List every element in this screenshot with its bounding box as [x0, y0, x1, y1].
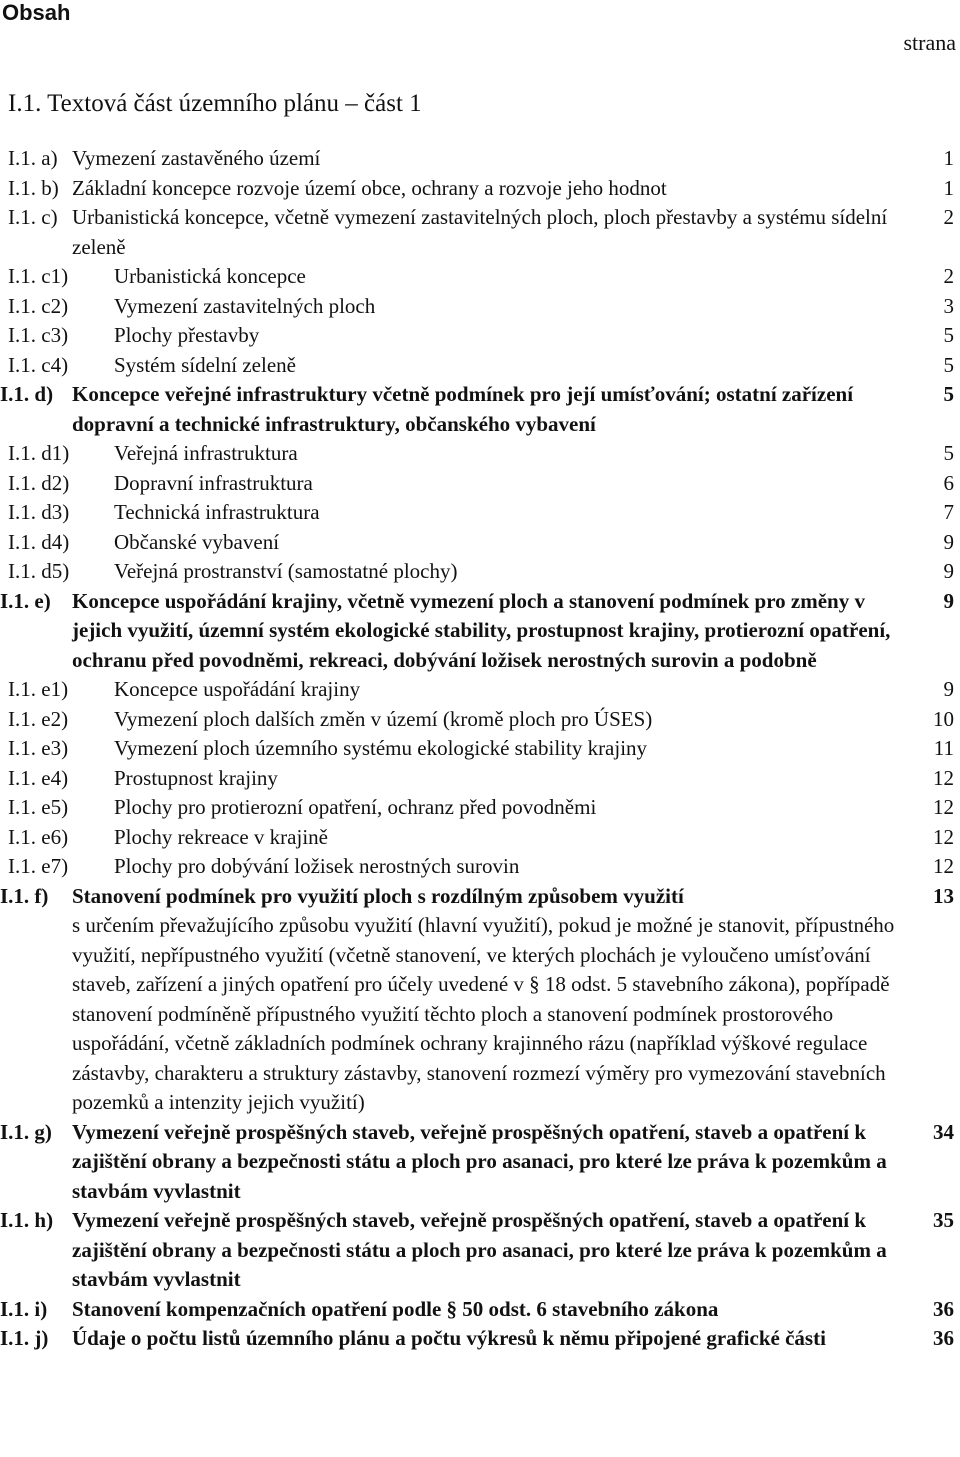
toc-entry-title: Vymezení ploch územního systému ekologické stability krajiny	[114, 736, 648, 760]
toc-entry-title: Veřejná infrastruktura	[114, 441, 298, 465]
toc-entry-page: 36	[933, 1296, 954, 1321]
toc-entry-page: 2	[943, 264, 954, 288]
toc-entry-number: I.1. e5)	[8, 795, 69, 819]
toc-entry-number: I.1. f)	[0, 883, 49, 908]
toc-entry-title: Vymezení veřejně prospěšných staveb, veřejně prospěšných opatření, staveb a opatření k zajištění obrany a bezpečnosti státu a ploch pro asanaci, pro které lze práva k pozemkům a stavbám vyvlastnit	[72, 1208, 887, 1291]
toc-entry-number: I.1. e1)	[8, 677, 69, 701]
toc-entry-number: I.1. g)	[0, 1119, 52, 1144]
toc-entry[interactable]	[0, 557, 960, 587]
toc-entry[interactable]	[0, 321, 960, 351]
toc-entry-number: I.1. d2)	[8, 470, 70, 495]
toc-entry[interactable]	[0, 144, 960, 174]
toc-entry-title: Plochy pro protierozní opatření, ochranz před povodněmi	[114, 795, 597, 819]
toc-entry-title: Veřejná prostranství (samostatné plochy)	[114, 559, 458, 583]
toc-entry-page: 5	[943, 323, 954, 347]
toc-entry[interactable]	[0, 528, 960, 558]
toc-entry-page: 1	[943, 146, 954, 170]
toc-entry-title: Základní koncepce rozvoje území obce, ochrany a rozvoje jeho hodnot	[72, 175, 667, 200]
toc-entry-page: 12	[933, 824, 954, 849]
toc-entry-title: Vymezení zastavěného území	[72, 146, 321, 170]
toc-entry[interactable]	[0, 734, 960, 764]
part-title: I.1. Textová část územního plánu – část 1	[8, 90, 422, 117]
toc-entry-page: 9	[943, 677, 954, 701]
toc-entry-page: 10	[933, 706, 954, 731]
toc-entry-page: 35	[933, 1208, 954, 1232]
toc-entry-title: Vymezení veřejně prospěšných staveb, veřejně prospěšných opatření, staveb a opatření k zajištění obrany a bezpečnosti státu a ploch pro asanaci, pro které lze práva k pozemkům a stavbám vyvlastnit	[72, 1119, 887, 1203]
toc-entry-number: I.1. i)	[0, 1296, 48, 1321]
toc-entry-number: I.1. e4)	[8, 765, 69, 790]
toc-entry-number: I.1. b)	[8, 175, 59, 200]
toc-entry-number: I.1. e7)	[8, 854, 69, 878]
toc-entry-number: I.1. c4)	[8, 352, 69, 377]
toc-entry[interactable]	[0, 705, 960, 735]
toc-entry-title: Údaje o počtu listů územního plánu a počtu výkresů k němu připojené grafické části	[72, 1326, 826, 1350]
toc-entry[interactable]	[0, 1206, 960, 1295]
toc-entry-number: I.1. d5)	[8, 559, 70, 583]
toc-entry[interactable]	[0, 823, 960, 853]
toc-entry[interactable]	[0, 1324, 960, 1354]
toc-entry-number: I.1. e3)	[8, 736, 69, 760]
toc-entry-title: Systém sídelní zeleně	[114, 352, 296, 377]
toc-entry-title: Plochy pro dobývání ložisek nerostných surovin	[114, 854, 520, 878]
toc-entry-number: I.1. d)	[0, 382, 54, 406]
toc-entry-page: 9	[943, 559, 954, 583]
toc-entry-title: Stanovení kompenzačních opatření podle § 50 odst. 6 stavebního zákona	[72, 1296, 719, 1321]
toc-entry-number: I.1. a)	[8, 146, 58, 170]
toc-entry-title: Vymezení ploch dalších změn v území (kromě ploch pro ÚSES)	[114, 706, 653, 731]
toc-entry-number: I.1. e6)	[8, 824, 69, 849]
toc-entry[interactable]	[0, 793, 960, 823]
toc-entry-title: Koncepce veřejné infrastruktury včetně podmínek pro její umísťování; ostatní zařízení dopravní a technické infrastruktury, občanského vybavení	[72, 382, 854, 436]
toc-entry-number: I.1. c2)	[8, 293, 69, 318]
toc-entry-page: 12	[933, 765, 954, 790]
toc-entry-page: 5	[943, 382, 954, 406]
toc-entry-page: 5	[943, 441, 954, 465]
toc-entry-page: 1	[943, 175, 954, 200]
toc-entry-title: Vymezení zastavitelných ploch	[114, 293, 376, 318]
toc-entry-page: 2	[943, 205, 954, 229]
toc-entry-title: Prostupnost krajiny	[114, 765, 278, 790]
toc-entry[interactable]	[0, 351, 960, 381]
toc-entry-title: Urbanistická koncepce	[114, 264, 306, 288]
toc-entry-number: I.1. e2)	[8, 706, 69, 731]
toc-entry-title: Dopravní infrastruktura	[114, 470, 313, 495]
toc-entry-number: I.1. d4)	[8, 529, 70, 554]
toc-entry-page: 7	[943, 500, 954, 524]
toc-entry-title: Občanské vybavení	[114, 529, 280, 554]
table-of-contents	[0, 144, 960, 1354]
toc-entry-title: Koncepce uspořádání krajiny, včetně vymezení ploch a stanovení podmínek pro změny v jejich využití, územní systém ekologické stability, prostupnost krajiny, protierozní opatření, ochranu před povodněmi, rekreaci, dobývání ložisek nerostných surovin a podobně	[72, 588, 891, 672]
toc-entry-number: I.1. d1)	[8, 441, 70, 465]
toc-entry-page: 9	[943, 529, 954, 554]
toc-entry-number: I.1. d3)	[8, 500, 70, 524]
toc-entry-continuation: s určením převažujícího způsobu využití (hlavní využití), pokud je možné je stanovit, přípustného využití, nepřípustného využití (včetně stanovení, ve kterých plochách je vyloučeno umísťování staveb, zařízení a jiných opatření pro účely uvedené v § 18 odst. 5 stavebního zákona), popřípadě stanovení podmíněně přípustného využití těchto ploch a stanovení podmínek prostorového uspořádání, včetně základních podmínek ochrany krajinného rázu (například výškové regulace zástavby, charakteru a struktury zástavby, stanovení rozmezí výměry pro vymezování stavebních pozemků a intenzity jejich využití)	[72, 913, 895, 1114]
toc-entry-page: 5	[943, 352, 954, 377]
toc-entry-page: 12	[933, 795, 954, 819]
toc-entry[interactable]	[0, 852, 960, 882]
toc-entry-page: 13	[933, 883, 954, 908]
toc-entry-title: Stanovení podmínek pro využití ploch s rozdílným způsobem využití s určením převažujícího způsobu využití (hlavní využití), pokud je možné je stanovit, přípustného využití, nepřípustného využití (včetně stanovení, ve kterých plochách je vyloučeno umísťování staveb, zařízení a jiných opatření pro účely uvedené v § 18 odst. 5 stavebního zákona), popřípadě stanovení podmíněně přípustného využití těchto ploch a stanovení podmínek prostorového uspořádání, včetně základních podmínek ochrany krajinného rázu (například výškové regulace zástavby, charakteru a struktury zástavby, stanovení rozmezí výměry pro vymezování stavebních pozemků a intenzity jejich využití)	[72, 882, 908, 1118]
toc-entry[interactable]	[0, 764, 960, 794]
toc-entry[interactable]	[0, 174, 960, 204]
toc-entry[interactable]	[0, 292, 960, 322]
toc-entry-number: I.1. e)	[0, 588, 51, 613]
toc-entry-number: I.1. c3)	[8, 323, 69, 347]
toc-entry-page: 12	[933, 854, 954, 878]
toc-entry-number: I.1. h)	[0, 1208, 54, 1232]
page-column-label: strana	[903, 30, 956, 55]
page-heading: Obsah	[2, 0, 71, 25]
toc-entry[interactable]	[0, 882, 960, 1118]
toc-entry[interactable]	[0, 675, 960, 705]
toc-entry-page: 34	[933, 1119, 954, 1144]
toc-entry-title: Urbanistická koncepce, včetně vymezení zastavitelných ploch, ploch přestavby a systému sídelní zeleně	[72, 205, 888, 259]
toc-entry[interactable]	[0, 439, 960, 469]
toc-entry[interactable]	[0, 1118, 960, 1207]
toc-entry[interactable]	[0, 1295, 960, 1325]
toc-entry-page: 6	[943, 470, 954, 495]
toc-entry-page: 36	[933, 1326, 954, 1350]
toc-entry[interactable]	[0, 262, 960, 292]
toc-entry-number: I.1. j)	[0, 1326, 49, 1350]
toc-entry-number: I.1. c)	[8, 205, 58, 229]
toc-entry-page: 3	[943, 293, 954, 318]
toc-entry[interactable]	[0, 203, 960, 262]
toc-entry-page: 11	[933, 736, 954, 760]
toc-entry[interactable]	[0, 469, 960, 499]
toc-entry-title: Technická infrastruktura	[114, 500, 320, 524]
toc-entry[interactable]	[0, 587, 960, 676]
toc-entry[interactable]	[0, 380, 960, 439]
toc-entry[interactable]	[0, 498, 960, 528]
toc-entry-title: Plochy rekreace v krajině	[114, 824, 328, 849]
toc-entry-number: I.1. c1)	[8, 264, 69, 288]
toc-entry-title: Plochy přestavby	[114, 323, 260, 347]
toc-entry-title: Koncepce uspořádání krajiny	[114, 677, 361, 701]
toc-entry-page: 9	[943, 588, 954, 613]
